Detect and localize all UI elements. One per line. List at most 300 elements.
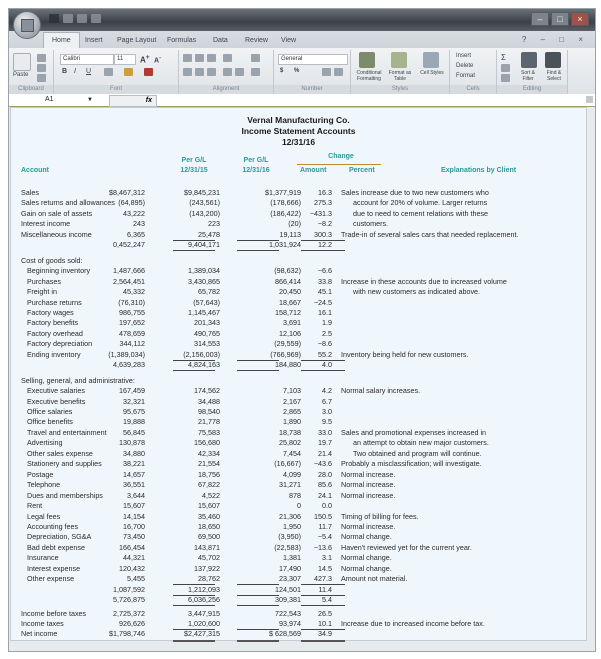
fill-icon[interactable]	[501, 64, 510, 72]
gl-2016-cell: 137,922	[194, 563, 220, 573]
change-amount-cell: 0	[297, 501, 301, 511]
sort-filter-icon[interactable]	[521, 52, 537, 68]
gl-2015-cell: $8,467,312	[109, 188, 145, 197]
change-amount-cell: $1,377,919	[265, 188, 301, 197]
change-percent-cell: 16.1	[318, 307, 332, 317]
percent-button[interactable]: %	[294, 68, 300, 74]
gl-2016-cell: 18,650	[198, 521, 220, 531]
editing-group	[497, 50, 568, 94]
table-row	[11, 329, 586, 340]
change-amount-cell: (766,969)	[270, 349, 301, 359]
table-row	[11, 298, 586, 309]
explanation-cell: Normal change.	[341, 532, 392, 542]
change-amount-cell: (22,583)	[274, 542, 301, 552]
gl-2015-cell: 43,222	[123, 208, 145, 218]
change-percent-cell: 34.9	[318, 629, 332, 639]
table-row	[11, 470, 586, 481]
change-percent-cell: 9.5	[322, 417, 332, 427]
table-row	[11, 198, 586, 209]
italic-button[interactable]: I	[74, 68, 76, 75]
table-row	[11, 209, 586, 220]
save-icon[interactable]	[49, 14, 59, 23]
change-percent-cell: 21.4	[318, 448, 332, 458]
gl-2015-cell: 0,452,247	[113, 240, 145, 250]
fx-button[interactable]: fx	[109, 95, 157, 107]
gl-2015-cell: 243	[133, 219, 145, 229]
subtotal-rule	[173, 629, 215, 630]
gl-2015-cell: 38,221	[123, 459, 145, 469]
gl-2015-cell: 6,365	[127, 229, 145, 239]
wrap-text-icon[interactable]	[251, 54, 260, 62]
total-double-rule	[173, 640, 215, 642]
sort-filter-button[interactable]: Sort & Filter	[521, 70, 535, 82]
change-percent-cell: 2.5	[322, 328, 332, 338]
table-row	[11, 417, 586, 428]
redo-icon[interactable]	[77, 14, 87, 23]
gl-2015-cell: (1,389,034)	[108, 349, 145, 359]
table-row	[11, 595, 586, 606]
explanation-cell: Normal increase.	[341, 521, 396, 531]
table-row	[11, 240, 586, 251]
table-row	[11, 188, 586, 199]
font-color-icon[interactable]	[144, 68, 153, 76]
tab-page-layout[interactable]: Page Layout	[117, 37, 157, 44]
account-cell: Interest expense	[27, 563, 81, 573]
table-row	[11, 609, 586, 620]
tab-review[interactable]: Review	[245, 37, 268, 44]
change-amount-cell: 7,103	[283, 386, 301, 396]
gl-2016-cell: 3,430,865	[188, 276, 220, 286]
align-center-icon[interactable]	[195, 68, 204, 76]
paste-icon[interactable]	[13, 53, 31, 71]
account-cell: Gain on sale of assets	[21, 208, 93, 218]
gl-2015-cell: 5,455	[127, 574, 145, 584]
gl-2015-cell: 44,321	[123, 553, 145, 563]
gl-2016-cell: $9,845,231	[184, 188, 220, 197]
explanation-cell: Probably a misclassification; will investigate.	[341, 459, 482, 469]
orientation-icon[interactable]	[223, 54, 232, 62]
autosum-button[interactable]: Σ	[501, 53, 506, 62]
fill-color-icon[interactable]	[124, 68, 133, 76]
table-row	[11, 532, 586, 543]
clipboard-label: Clipboard	[9, 85, 53, 94]
explanation-cell: an attempt to obtain new major customers.	[353, 438, 489, 448]
cells-group	[450, 50, 497, 94]
account-header: Account	[21, 167, 49, 174]
change-percent-cell: −431.3	[309, 208, 332, 218]
table-row	[11, 277, 586, 288]
cells-label: Cells	[450, 85, 496, 94]
alignment-label: Alignment	[179, 85, 273, 94]
change-percent-cell: 12.2	[318, 240, 332, 250]
gl-2015-cell: 2,564,451	[113, 276, 145, 286]
gl-2016-cell: 25,478	[198, 229, 220, 239]
change-amount-cell: 21,306	[279, 511, 301, 521]
change-percent-cell: 28.0	[318, 469, 332, 479]
tab-view[interactable]: View	[281, 37, 297, 44]
explanation-cell: account for 20% of volume. Larger returns	[353, 198, 488, 208]
subtotal-rule	[237, 605, 279, 606]
formula-input[interactable]	[157, 94, 583, 106]
change-percent-cell: 11.7	[318, 521, 332, 531]
explanation-cell: Increase in these accounts due to increased volume	[341, 276, 507, 286]
styles-label: Styles	[351, 85, 449, 94]
account-cell: Income taxes	[21, 619, 64, 628]
gl-2016-cell: (2,156,003)	[183, 349, 220, 359]
account-cell: Office salaries	[27, 407, 73, 416]
decrease-decimal-icon[interactable]	[334, 68, 343, 76]
table-row	[11, 459, 586, 470]
gl-2015-cell: 16,700	[123, 521, 145, 531]
number-format-select[interactable]: General	[278, 54, 348, 65]
subtotal-rule	[173, 605, 215, 606]
account-cell: Legal fees	[27, 511, 61, 521]
styles-group	[351, 50, 450, 94]
change-amount-cell: 25,802	[279, 438, 301, 448]
clipboard-group	[9, 50, 54, 94]
account-cell: Selling, general, and administrative:	[21, 375, 135, 385]
gl-2016-cell: 69,500	[198, 532, 220, 542]
open-icon[interactable]	[91, 14, 101, 23]
gl-2015-cell: 3,644	[127, 490, 145, 500]
underline-button[interactable]: U	[86, 68, 92, 75]
change-amount-cell: 1,950	[283, 521, 301, 531]
subtotal-rule	[237, 629, 279, 630]
find-select-button[interactable]: Find & Select	[546, 70, 562, 82]
gl-2015-cell: 1,487,666	[113, 266, 145, 276]
name-box[interactable]: A1 ▼	[45, 96, 93, 103]
account-cell: Rent	[27, 501, 43, 511]
tab-home[interactable]: Home	[43, 32, 80, 48]
conditional-formatting-icon[interactable]	[359, 52, 375, 68]
shrink-font-icon[interactable]: A-	[154, 55, 162, 65]
format-painter-icon[interactable]	[37, 74, 46, 82]
align-top-icon[interactable]	[183, 54, 192, 62]
conditional-formatting-button[interactable]: Conditional Formatting	[356, 70, 382, 82]
change-percent-cell: 3.1	[322, 553, 332, 563]
table-row	[11, 553, 586, 564]
change-rule	[297, 164, 381, 165]
change-amount-cell: (178,666)	[270, 198, 301, 208]
table-row	[11, 219, 586, 230]
gl-2015-cell: 19,888	[123, 417, 145, 427]
expand-formula-icon[interactable]	[586, 96, 593, 103]
change-percent-cell: 45.1	[318, 287, 332, 297]
table-row	[11, 629, 586, 640]
table-row	[11, 522, 586, 533]
gl-2015-cell: 478,659	[119, 328, 145, 338]
maximize-icon[interactable]: □	[551, 12, 569, 26]
account-cell: Executive benefits	[27, 396, 86, 406]
gl-2015-cell: 14,657	[123, 469, 145, 479]
gl-2015-cell: (64,895)	[118, 198, 145, 208]
account-cell: Other expense	[27, 574, 75, 584]
align-right-icon[interactable]	[207, 68, 216, 76]
change-percent-cell: 10.1	[318, 619, 332, 628]
align-left-icon[interactable]	[183, 68, 192, 76]
subtotal-rule	[173, 370, 215, 371]
font-size-select[interactable]: 11	[114, 54, 136, 65]
explanation-cell: Inventory being held for new customers.	[341, 349, 469, 359]
change-percent-cell: 1.9	[322, 318, 332, 328]
subtotal-rule	[237, 250, 279, 251]
company-name: Vernal Manufacturing Co.	[247, 115, 350, 125]
tab-formulas[interactable]: Formulas	[167, 37, 197, 44]
clear-icon[interactable]	[501, 74, 510, 82]
report-subtitle: Income Statement Accounts	[241, 126, 356, 136]
cell-styles-icon[interactable]	[423, 52, 439, 68]
account-cell: Sales	[21, 188, 39, 197]
account-cell: Depreciation, SG&A	[27, 532, 92, 542]
change-percent-cell: 427.3	[314, 574, 332, 584]
excel-window	[8, 8, 596, 652]
gl-2016-cell: 21,778	[198, 417, 220, 427]
gl-2016-cell: 45,702	[198, 553, 220, 563]
gl-2015-cell: 73,450	[123, 532, 145, 542]
subtotal-rule	[301, 240, 345, 241]
office-button[interactable]	[13, 11, 41, 39]
change-amount-cell: 866,414	[275, 276, 301, 286]
report-date: 12/31/16	[281, 137, 316, 147]
table-row	[11, 318, 586, 329]
subtotal-rule	[237, 584, 279, 585]
change-amount-cell: 20,450	[279, 287, 301, 297]
change-percent-cell: 5.4	[322, 595, 332, 605]
subtotal-rule	[301, 370, 345, 371]
change-amount-cell: 184,880	[275, 360, 301, 370]
table-row	[11, 266, 586, 277]
table-row	[11, 501, 586, 512]
increase-indent-icon[interactable]	[235, 68, 244, 76]
change-amount-cell: 722,543	[275, 608, 301, 618]
subtotal-rule	[237, 370, 279, 371]
alignment-group	[179, 50, 274, 94]
table-row	[11, 543, 586, 554]
subtotal-rule	[301, 605, 345, 606]
account-cell: Factory overhead	[27, 328, 83, 338]
merge-center-icon[interactable]	[251, 68, 260, 76]
account-cell: Dues and memberships	[27, 490, 103, 500]
col1-header-top: Per G/L	[181, 157, 207, 164]
find-select-icon[interactable]	[545, 52, 561, 68]
subtotal-rule	[173, 595, 215, 596]
explanation-cell: Normal increase.	[341, 480, 396, 490]
borders-icon[interactable]	[104, 68, 113, 76]
align-bottom-icon[interactable]	[207, 54, 216, 62]
account-cell: Office benefits	[27, 417, 73, 427]
format-cells-button[interactable]: Format	[456, 73, 476, 79]
title-bar	[9, 9, 595, 31]
change-percent-cell: 85.6	[318, 480, 332, 490]
table-row	[11, 256, 586, 267]
change-percent-cell: 150.5	[314, 511, 332, 521]
gl-2015-cell: 344,112	[119, 339, 145, 349]
gl-2015-cell: 15,607	[123, 501, 145, 511]
change-percent-cell: 14.5	[318, 563, 332, 573]
account-cell: Miscellaneous income	[21, 229, 92, 239]
change-percent-cell: −13.6	[313, 542, 332, 552]
account-cell: Postage	[27, 469, 54, 479]
gl-2016-cell: 15,607	[198, 501, 220, 511]
delete-cells-button[interactable]: Delete	[456, 63, 474, 69]
minimize-icon[interactable]: –	[531, 12, 549, 26]
change-amount-cell: (98,632)	[274, 266, 301, 276]
account-cell: Ending inventory	[27, 349, 81, 359]
office-logo-icon	[21, 19, 34, 32]
gl-2016-cell: $2,427,315	[184, 629, 220, 639]
explanation-cell: Timing of billing for fees.	[341, 511, 419, 521]
table-row	[11, 350, 586, 361]
change-amount-cell: 17,490	[279, 563, 301, 573]
insert-cells-button[interactable]: Insert	[456, 53, 472, 59]
col2-header-top: Per G/L	[243, 157, 269, 164]
gl-2016-cell: 75,583	[198, 427, 220, 437]
table-row	[11, 230, 586, 241]
explanation-cell: Haven't reviewed yet for the current year.	[341, 542, 472, 552]
gl-2015-cell: 2,725,372	[113, 608, 145, 618]
change-amount-cell: (186,422)	[270, 208, 301, 218]
account-cell: Other sales expense	[27, 448, 93, 458]
table-row	[11, 376, 586, 387]
change-amount-cell: 1,381	[283, 553, 301, 563]
gl-2016-cell: 314,553	[194, 339, 220, 349]
change-amount-cell: $ 628,569	[269, 629, 301, 639]
explanation-cell: Normal salary increases.	[341, 386, 421, 396]
subtotal-rule	[237, 240, 279, 241]
gl-2016-cell: 1,145,467	[188, 307, 220, 317]
decrease-indent-icon[interactable]	[223, 68, 232, 76]
change-percent-cell: −8.6	[317, 339, 332, 349]
gl-2015-cell: 986,755	[119, 307, 145, 317]
copy-icon[interactable]	[37, 64, 46, 72]
gl-2016-cell: 1,389,034	[188, 266, 220, 276]
gl-2015-cell: (76,310)	[118, 297, 145, 307]
gl-2016-cell: 490,765	[194, 328, 220, 338]
subtotal-rule	[237, 595, 279, 596]
explanation-cell: Two obtained and program will continue.	[353, 448, 482, 458]
gl-2016-cell: 21,554	[198, 459, 220, 469]
table-row	[11, 574, 586, 585]
subtotal-rule	[301, 250, 345, 251]
format-as-table-button[interactable]: Format as Table	[388, 70, 412, 82]
tab-data[interactable]: Data	[213, 37, 228, 44]
gl-2016-cell: 28,762	[198, 574, 220, 584]
gl-2016-cell: 65,782	[198, 287, 220, 297]
gl-2016-cell: 98,540	[198, 407, 220, 416]
account-cell: Accounting fees	[27, 521, 79, 531]
gl-2016-cell: 35,460	[198, 511, 220, 521]
editing-label: Editing	[497, 85, 567, 94]
change-percent-cell: 33.8	[318, 276, 332, 286]
worksheet[interactable]	[10, 107, 587, 641]
change-percent-cell: −24.5	[313, 297, 332, 307]
change-amount-cell: 878	[289, 490, 301, 500]
subtotal-rule	[237, 360, 279, 361]
font-name-select[interactable]: Calibri	[60, 54, 114, 65]
tab-insert[interactable]: Insert	[85, 37, 103, 44]
gl-2015-cell: 926,626	[119, 619, 145, 628]
table-row	[11, 407, 586, 418]
gl-2016-cell: 3,447,915	[188, 608, 220, 618]
subtotal-rule	[173, 240, 215, 241]
change-amount-cell: 158,712	[275, 307, 301, 317]
subtotal-rule	[173, 360, 215, 361]
explanation-cell: Amount not material.	[341, 574, 408, 584]
close-icon[interactable]: ×	[571, 12, 589, 26]
explanation-cell: Trade-in of several sales cars that needed replacement.	[341, 229, 519, 239]
col1-header-bottom: 12/31/15	[180, 167, 208, 174]
gl-2016-cell: 6,036,256	[188, 595, 220, 605]
explanation-cell: Sales increase due to two new customers who	[341, 188, 489, 197]
align-middle-icon[interactable]	[195, 54, 204, 62]
undo-icon[interactable]	[63, 14, 73, 23]
subtotal-rule	[301, 360, 345, 361]
subtotal-rule	[301, 595, 345, 596]
gl-2016-cell: 42,334	[198, 448, 220, 458]
table-row	[11, 512, 586, 523]
gl-2016-cell: 4,522	[202, 490, 220, 500]
explanation-cell: customers.	[353, 219, 389, 229]
gl-2016-cell: 156,680	[194, 438, 220, 448]
bold-button[interactable]: B	[62, 68, 68, 75]
increase-decimal-icon[interactable]	[322, 68, 331, 76]
account-cell: Travel and entertainment	[27, 427, 107, 437]
cut-icon[interactable]	[37, 54, 46, 62]
subtotal-rule	[173, 250, 215, 251]
help-controls[interactable]: ? – □ ×	[521, 35, 589, 44]
gl-2016-cell: (243,561)	[189, 198, 220, 208]
explanation-cell: Increase due to increased income before tax.	[341, 619, 485, 628]
change-percent-cell: 16.3	[318, 188, 332, 197]
table-row	[11, 397, 586, 408]
table-row	[11, 386, 586, 397]
account-cell: Net income	[21, 629, 58, 639]
change-percent-cell: 6.7	[322, 396, 332, 406]
change-amount-cell: (29,559)	[274, 339, 301, 349]
change-percent-cell: −8.2	[317, 219, 332, 229]
table-row	[11, 491, 586, 502]
change-amount-cell: 3,691	[283, 318, 301, 328]
cell-styles-button[interactable]: Cell Styles	[420, 70, 444, 76]
account-cell: Factory depreciation	[27, 339, 93, 349]
change-percent-cell: 4.2	[322, 386, 332, 396]
paste-button[interactable]: Paste	[13, 72, 29, 78]
ribbon	[9, 48, 595, 95]
gl-2015-cell: $1,798,746	[109, 629, 145, 639]
account-cell: Cost of goods sold:	[21, 255, 83, 265]
change-percent-cell: 55.2	[318, 349, 332, 359]
change-percent-cell: −5.4	[317, 532, 332, 542]
number-label: Number	[274, 85, 350, 94]
subtotal-rule	[301, 629, 345, 630]
account-cell: Advertising	[27, 438, 63, 448]
ribbon-tabs	[9, 31, 595, 48]
account-cell: Sales returns and allowances	[21, 198, 115, 208]
gl-2015-cell: 4,639,283	[113, 360, 145, 370]
gl-2015-cell: 130,878	[119, 438, 145, 448]
col2-header-bottom: 12/31/16	[242, 167, 270, 174]
gl-2015-cell: 166,454	[119, 542, 145, 552]
gl-2015-cell: 5,726,875	[113, 595, 145, 605]
currency-button[interactable]: $	[280, 68, 284, 74]
gl-2016-cell: 223	[208, 219, 220, 229]
format-as-table-icon[interactable]	[391, 52, 407, 68]
change-percent-cell: 0.0	[322, 501, 332, 511]
change-percent-cell: −43.6	[313, 459, 332, 469]
gl-2015-cell: 197,652	[119, 318, 145, 328]
grow-font-icon[interactable]: A+	[140, 54, 150, 65]
gl-2016-cell: 201,343	[194, 318, 220, 328]
